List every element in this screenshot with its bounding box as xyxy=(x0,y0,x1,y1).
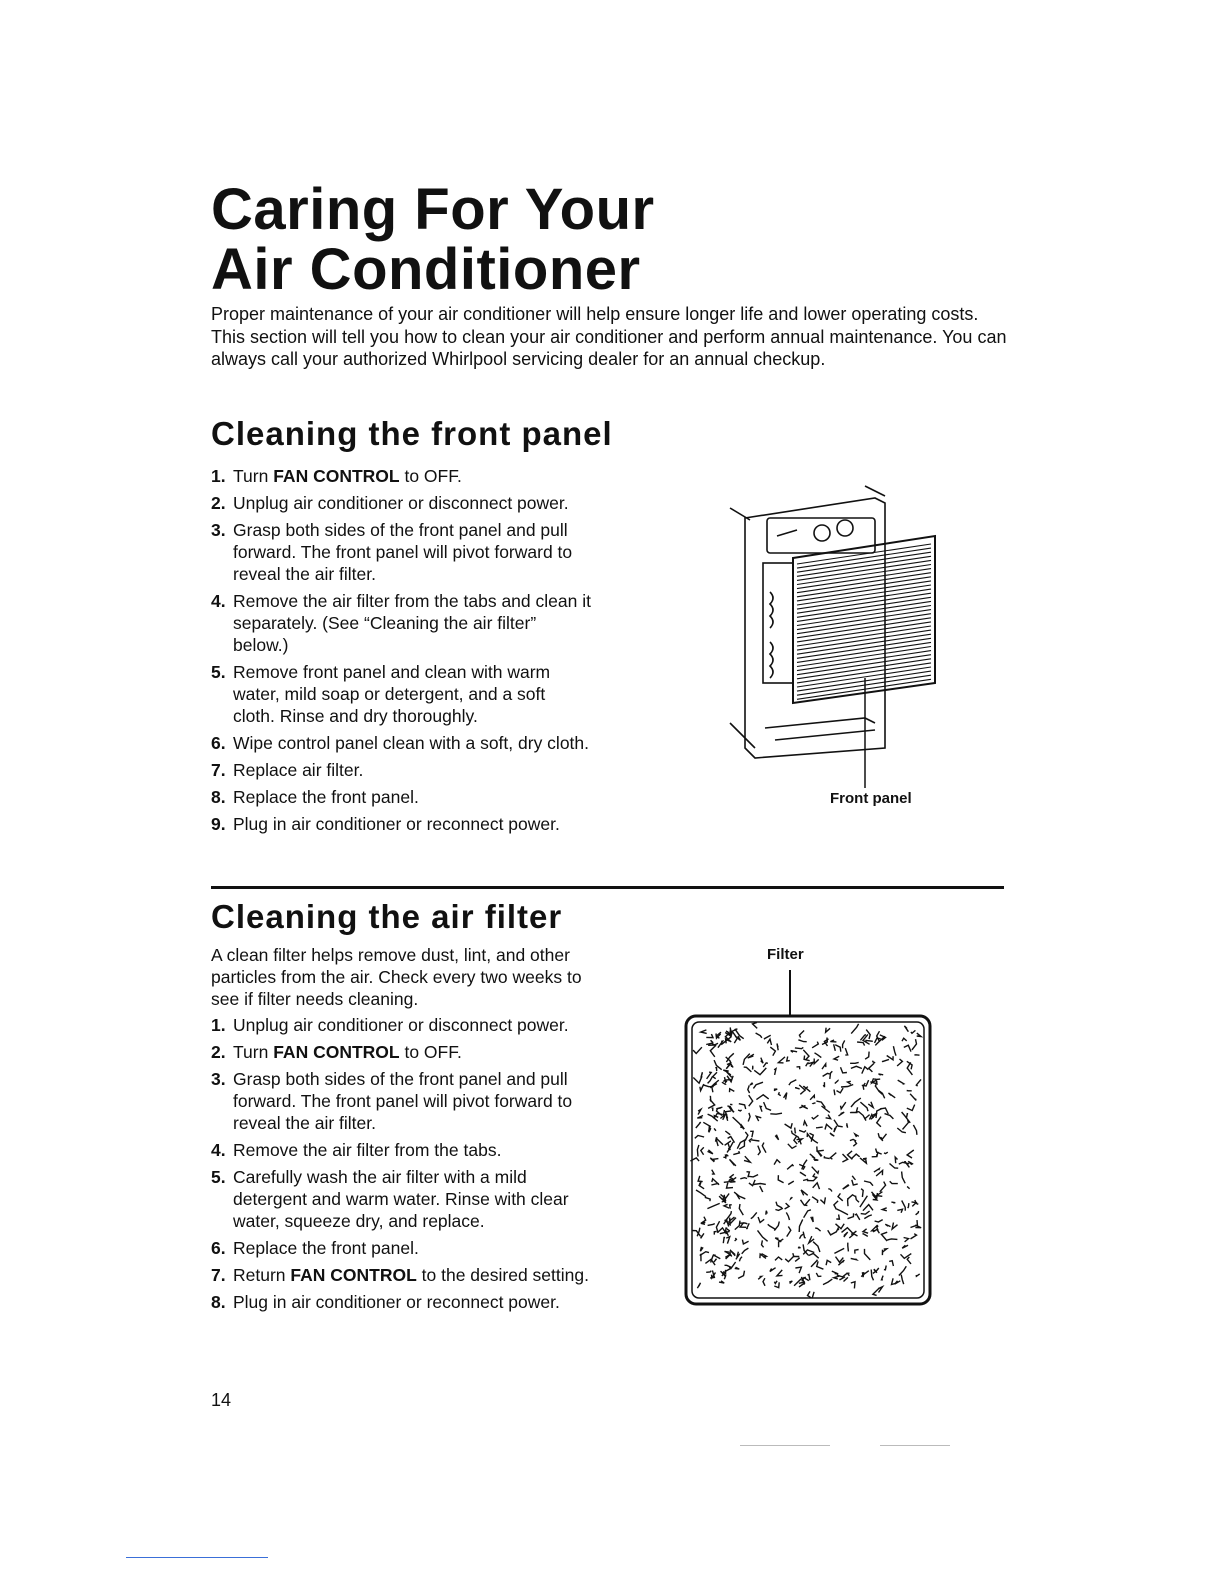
step-item xyxy=(211,1166,591,1232)
step-number: 6. xyxy=(211,1238,226,1258)
air-filter-heading: Cleaning the air filter xyxy=(211,898,563,935)
scan-artifact-line xyxy=(880,1445,950,1446)
step-text: Plug in air conditioner or reconnect power. xyxy=(233,1292,560,1312)
step-item xyxy=(211,759,591,781)
step-text: Replace air filter. xyxy=(233,760,364,780)
step-item xyxy=(211,1068,591,1134)
step-control-name: FAN CONTROL xyxy=(273,1042,400,1062)
step-item xyxy=(211,732,591,754)
footer-link-underline xyxy=(126,1557,268,1558)
title-line-2: Air Conditioner xyxy=(211,237,641,302)
filter-illustration xyxy=(680,968,936,1310)
step-text: Unplug air conditioner or disconnect power. xyxy=(233,1015,569,1035)
step-item xyxy=(211,1291,591,1313)
step-number: 1. xyxy=(211,466,226,486)
step-text: Wipe control panel clean with a soft, dry cloth. xyxy=(233,733,590,753)
step-text: Remove front panel and clean with warm water, mild soap or detergent, and a soft cloth. Rinse and dry thoroughly. xyxy=(233,662,551,726)
step-item xyxy=(211,1237,591,1259)
section-divider xyxy=(211,886,1004,889)
step-text: Remove the air filter from the tabs. xyxy=(233,1140,502,1160)
step-number: 4. xyxy=(211,1140,226,1160)
step-number: 2. xyxy=(211,493,226,513)
step-number: 5. xyxy=(211,662,226,682)
step-text: Unplug air conditioner or disconnect power. xyxy=(233,493,569,513)
intro-paragraph: Proper maintenance of your air conditioner will help ensure longer life and lower operating costs. This section will tell you how to clean your air conditioner and perform annual maintenance. You can always call your authorized Whirlpool servicing dealer for an annual checkup. xyxy=(211,304,1007,369)
front-panel-label: Front panel xyxy=(830,790,912,807)
front-panel-illustration xyxy=(725,478,955,808)
front-panel-steps xyxy=(211,465,591,840)
step-text: Remove the air filter from the tabs and clean it separately. (See “Cleaning the air filter” below.) xyxy=(233,591,591,655)
front-panel-heading: Cleaning the front panel xyxy=(211,415,613,452)
step-text: Carefully wash the air filter with a mild detergent and warm water. Rinse with clear water, squeeze dry, and replace. xyxy=(233,1167,569,1231)
step-text: Return xyxy=(233,1265,291,1285)
page-number: 14 xyxy=(211,1390,232,1410)
scan-artifact-line xyxy=(740,1445,830,1446)
step-item xyxy=(211,813,591,835)
step-item xyxy=(211,590,591,656)
step-number: 7. xyxy=(211,760,226,780)
air-filter-lead: A clean filter helps remove dust, lint, and other particles from the air. Check every two weeks to see if filter needs cleaning. xyxy=(211,945,582,1009)
step-text: Grasp both sides of the front panel and pull forward. The front panel will pivot forward to reveal the air filter. xyxy=(233,1069,573,1133)
step-number: 8. xyxy=(211,1292,226,1312)
step-number: 3. xyxy=(211,520,226,540)
step-text: Plug in air conditioner or reconnect power. xyxy=(233,814,560,834)
step-number: 2. xyxy=(211,1042,226,1062)
step-text-end: to OFF. xyxy=(399,1042,462,1062)
step-item xyxy=(211,1139,591,1161)
step-control-name: FAN CONTROL xyxy=(290,1265,417,1285)
step-item xyxy=(211,1014,591,1036)
step-number: 8. xyxy=(211,787,226,807)
step-number: 9. xyxy=(211,814,226,834)
step-item xyxy=(211,661,591,727)
air-filter-steps xyxy=(211,1014,591,1318)
step-text: Turn xyxy=(233,1042,274,1062)
step-number: 7. xyxy=(211,1265,226,1285)
step-text-end: to the desired setting. xyxy=(416,1265,589,1285)
step-item xyxy=(211,1041,591,1063)
step-text: Replace the front panel. xyxy=(233,1238,419,1258)
filter-label: Filter xyxy=(767,946,804,963)
step-text: Turn xyxy=(233,466,274,486)
step-item xyxy=(211,786,591,808)
step-text: Replace the front panel. xyxy=(233,787,419,807)
step-item xyxy=(211,465,591,487)
page-title xyxy=(211,177,655,302)
title-line-1: Caring For Your xyxy=(211,177,655,242)
step-control-name: FAN CONTROL xyxy=(273,466,400,486)
step-item xyxy=(211,492,591,514)
step-number: 1. xyxy=(211,1015,226,1035)
step-number: 5. xyxy=(211,1167,226,1187)
step-number: 6. xyxy=(211,733,226,753)
step-number: 3. xyxy=(211,1069,226,1089)
step-number: 4. xyxy=(211,591,226,611)
step-text-end: to OFF. xyxy=(399,466,462,486)
step-item xyxy=(211,1264,591,1286)
step-item xyxy=(211,519,591,585)
step-text: Grasp both sides of the front panel and pull forward. The front panel will pivot forward to reveal the air filter. xyxy=(233,520,573,584)
